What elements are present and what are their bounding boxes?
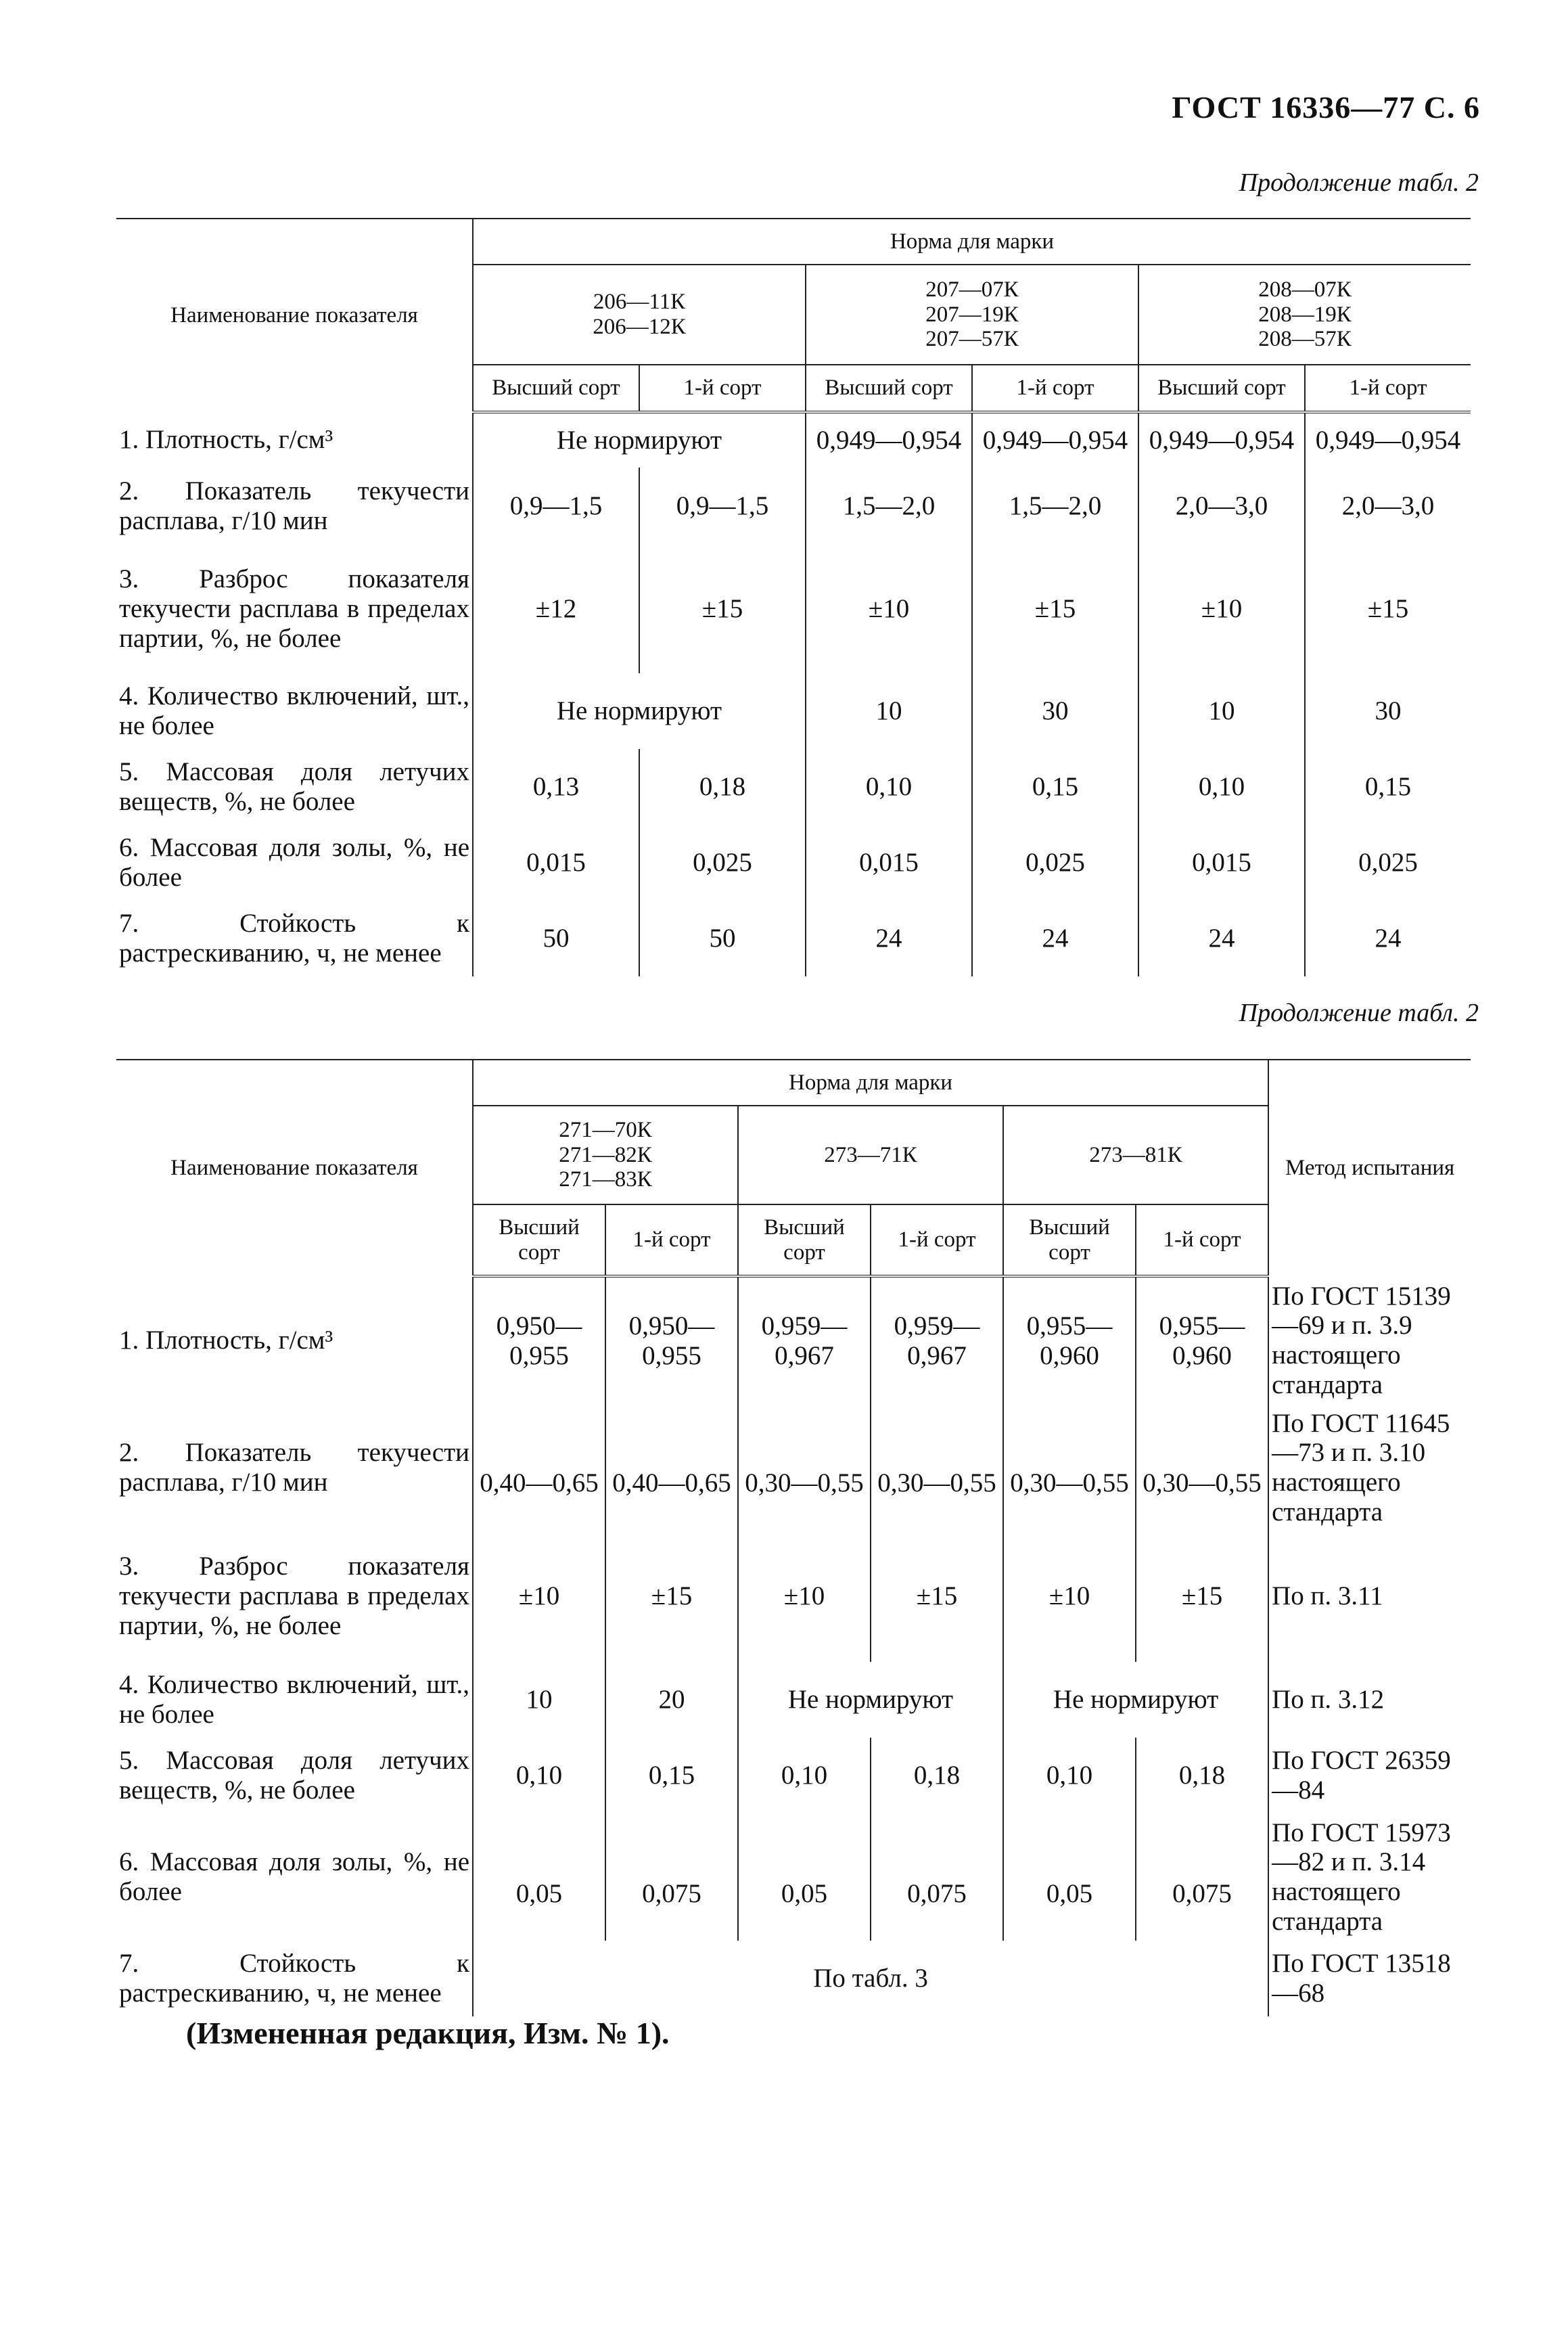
table-row (116, 1405, 1471, 1531)
method-cell: По п. 3.12 (1268, 1662, 1471, 1738)
norm-group-header: Норма для марки (473, 1060, 1268, 1106)
indicator-name-header: Наименование показателя (170, 1156, 418, 1181)
table-cell: 0,955— 0,960 (1003, 1276, 1136, 1405)
page-header: ГОСТ 16336—77 С. 6 (1172, 90, 1480, 125)
table-cell: 0,05 (738, 1813, 871, 1941)
grade-header: Высший сорт (1138, 365, 1305, 412)
table-cell: По табл. 3 (473, 1941, 1268, 2016)
brand-header: 273—71К (738, 1106, 1003, 1204)
row-label: 3. Разброс показателя текучести расплава в пределах партии, %, не более (119, 564, 469, 653)
table-cell: 50 (639, 901, 806, 976)
table-cell: ±12 (473, 545, 639, 673)
table-cell: 0,13 (473, 749, 639, 825)
row-label: 5. Массовая доля летучих веществ, %, не более (119, 1746, 469, 1805)
brand-header: 207—07К 207—19К 207—57К (806, 265, 1138, 365)
table-row (116, 412, 1471, 468)
method-cell: По ГОСТ 15973—82 и п. 3.14 настоящего стандарта (1268, 1813, 1471, 1941)
table-cell: 0,10 (738, 1738, 871, 1813)
table-cell: 0,950— 0,955 (605, 1276, 738, 1405)
table-cell: 0,15 (605, 1738, 738, 1813)
row-label: 6. Массовая доля золы, %, не более (119, 833, 469, 892)
continuation-label-1: Продолжение табл. 2 (1239, 168, 1479, 197)
table-cell: ±15 (605, 1531, 738, 1662)
row-label: 1. Плотность, г/см³ (119, 425, 333, 455)
continuation-label-2: Продолжение табл. 2 (1239, 999, 1479, 1027)
grade-header: Высший сорт (738, 1204, 871, 1276)
table-cell: 24 (1305, 901, 1471, 976)
table-cell: ±10 (738, 1531, 871, 1662)
method-cell: По ГОСТ 13518—68 (1268, 1941, 1471, 2016)
table-row (116, 1941, 1471, 2016)
row-label: 3. Разброс показателя текучести расплава в пределах партии, %, не более (119, 1552, 469, 1640)
table-cell: 0,949—0,954 (972, 412, 1138, 468)
table-cell: 24 (806, 901, 972, 976)
method-header: Метод испытания (1268, 1060, 1471, 1276)
table-row (116, 825, 1471, 901)
amendment-note: (Измененная редакция, Изм. № 1). (186, 2016, 670, 2050)
brand-header: 273—81К (1003, 1106, 1268, 1204)
table-cell: 0,05 (1003, 1813, 1136, 1941)
table-cell: 0,30—0,55 (871, 1405, 1003, 1531)
table-cell: 1,5—2,0 (806, 468, 972, 545)
table-cell: 0,15 (1305, 749, 1471, 825)
table-cell: 0,10 (473, 1738, 605, 1813)
table-row (116, 468, 1471, 545)
grade-header: Высший сорт (473, 1204, 605, 1276)
table-row (116, 901, 1471, 976)
table-cell: ±15 (972, 545, 1138, 673)
table-cell: 0,10 (806, 749, 972, 825)
table-row (116, 1531, 1471, 1662)
table-cell: Не нормируют (473, 673, 806, 749)
table-cell: 0,10 (1138, 749, 1305, 825)
row-label: 4. Количество включений, шт., не более (119, 681, 469, 740)
table-cell: 0,40—0,65 (605, 1405, 738, 1531)
table-cell: 0,05 (473, 1813, 605, 1941)
grade-header: 1-й сорт (972, 365, 1138, 412)
table-cell: ±15 (871, 1531, 1003, 1662)
table-cell: 0,30—0,55 (1136, 1405, 1268, 1531)
norms-table-2 (116, 1059, 1471, 2016)
table-cell: 0,015 (473, 825, 639, 901)
grade-header: 1-й сорт (605, 1204, 738, 1276)
table-cell: 0,015 (1138, 825, 1305, 901)
table-cell: 0,949—0,954 (1305, 412, 1471, 468)
table-cell: 20 (605, 1662, 738, 1738)
table-cell: 0,9—1,5 (473, 468, 639, 545)
table-cell: 0,18 (871, 1738, 1003, 1813)
grade-header: 1-й сорт (639, 365, 806, 412)
method-cell: По ГОСТ 26359—84 (1268, 1738, 1471, 1813)
table-cell: 0,955— 0,960 (1136, 1276, 1268, 1405)
table-cell: 10 (473, 1662, 605, 1738)
table-cell: 0,9—1,5 (639, 468, 806, 545)
table-cell: 10 (806, 673, 972, 749)
table-row (116, 1276, 1471, 1405)
brand-header: 208—07К 208—19К 208—57К (1138, 265, 1471, 365)
table-cell: 0,075 (871, 1813, 1003, 1941)
row-label: 7. Стойкость к растрескиванию, ч, не менее (119, 1949, 469, 2008)
table-cell: ±10 (473, 1531, 605, 1662)
grade-header: Высший сорт (1003, 1204, 1136, 1276)
table-cell: 0,949—0,954 (1138, 412, 1305, 468)
row-label: 5. Массовая доля летучих веществ, %, не более (119, 757, 469, 816)
table-row (116, 545, 1471, 673)
grade-header: Высший сорт (473, 365, 639, 412)
table-cell: ±10 (806, 545, 972, 673)
table-row (116, 1813, 1471, 1941)
table-cell: 10 (1138, 673, 1305, 749)
table-cell: 0,075 (605, 1813, 738, 1941)
table-cell: 0,18 (639, 749, 806, 825)
brand-header: 206—11К 206—12К (473, 265, 806, 365)
table-cell: 50 (473, 901, 639, 976)
grade-header: Высший сорт (806, 365, 972, 412)
table-cell: 0,30—0,55 (738, 1405, 871, 1531)
table-cell: Не нормируют (738, 1662, 1003, 1738)
row-label: 6. Массовая доля золы, %, не более (119, 1847, 469, 1906)
brand-header: 271—70К 271—82К 271—83К (473, 1106, 738, 1204)
indicator-name-header: Наименование показателя (170, 303, 418, 328)
table-row (116, 1662, 1471, 1738)
table-cell: 0,015 (806, 825, 972, 901)
table-cell: Не нормируют (473, 412, 806, 468)
table-cell: 0,30—0,55 (1003, 1405, 1136, 1531)
table-row (116, 673, 1471, 749)
row-label: 1. Плотность, г/см³ (119, 1326, 333, 1355)
table-cell: 2,0—3,0 (1305, 468, 1471, 545)
table-cell: 2,0—3,0 (1138, 468, 1305, 545)
table-cell: 0,025 (972, 825, 1138, 901)
grade-header: 1-й сорт (1136, 1204, 1268, 1276)
norm-group-header: Норма для марки (473, 219, 1471, 265)
table-cell: 0,15 (972, 749, 1138, 825)
method-cell: По п. 3.11 (1268, 1531, 1471, 1662)
table-cell: 30 (1305, 673, 1471, 749)
grade-header: 1-й сорт (871, 1204, 1003, 1276)
row-label: 4. Количество включений, шт., не более (119, 1670, 469, 1729)
table-cell: ±15 (1136, 1531, 1268, 1662)
table-cell: 24 (1138, 901, 1305, 976)
table-cell: 0,18 (1136, 1738, 1268, 1813)
table-cell: 0,959— 0,967 (738, 1276, 871, 1405)
table-cell: ±10 (1003, 1531, 1136, 1662)
table-cell: 30 (972, 673, 1138, 749)
method-cell: По ГОСТ 15139—69 и п. 3.9 настоящего стандарта (1268, 1276, 1471, 1405)
row-label: 2. Показатель текучести расплава, г/10 мин (119, 1438, 469, 1497)
table-cell: 0,959— 0,967 (871, 1276, 1003, 1405)
table-cell: 0,10 (1003, 1738, 1136, 1813)
table-cell: 0,025 (1305, 825, 1471, 901)
table-cell: ±15 (1305, 545, 1471, 673)
table-row (116, 749, 1471, 825)
method-cell: По ГОСТ 11645—73 и п. 3.10 настоящего стандарта (1268, 1405, 1471, 1531)
norms-table-1 (116, 218, 1471, 976)
table-row (116, 1738, 1471, 1813)
table-cell: 0,40—0,65 (473, 1405, 605, 1531)
table-cell: 1,5—2,0 (972, 468, 1138, 545)
grade-header: 1-й сорт (1305, 365, 1471, 412)
table-cell: 0,075 (1136, 1813, 1268, 1941)
table-cell: 24 (972, 901, 1138, 976)
table-cell: 0,025 (639, 825, 806, 901)
table-cell: ±10 (1138, 545, 1305, 673)
row-label: 7. Стойкость к растрескиванию, ч, не менее (119, 909, 469, 968)
table-cell: 0,950— 0,955 (473, 1276, 605, 1405)
table-cell: ±15 (639, 545, 806, 673)
table-cell: 0,949—0,954 (806, 412, 972, 468)
row-label: 2. Показатель текучести расплава, г/10 мин (119, 476, 469, 535)
table-cell: Не нормируют (1003, 1662, 1268, 1738)
